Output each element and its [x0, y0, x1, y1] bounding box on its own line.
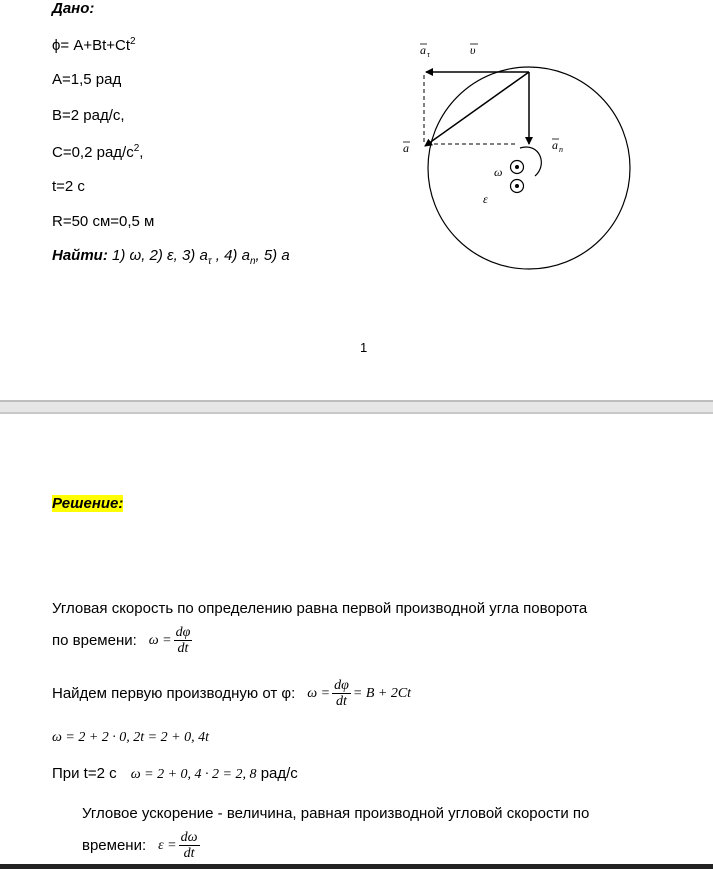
solution-heading: Решение:: [52, 495, 124, 512]
rotation-diagram: [390, 30, 650, 290]
given-B: B=2 рад/с,: [52, 107, 125, 124]
svg-text:n: n: [559, 145, 563, 154]
solution-p1-line2: по времени: ω = $\frac{d\varphi}{dt}$: [52, 625, 191, 656]
a-total-arrow: [425, 72, 529, 146]
label-v: υ: [470, 43, 476, 57]
label-a-n: a: [552, 138, 558, 152]
page-gap-bottom-line: [0, 412, 713, 414]
phi-formula: $\phi= A+Bt+Ct^2$: [52, 36, 136, 54]
page-gap-top-line: [0, 400, 713, 402]
solution-p1-line1: Угловая скорость по определению равна первой производной угла поворота: [52, 600, 588, 617]
solution-p2: Найдем первую производную от φ: ω = $\frac{d\varphi}{dt}$ = B + 2Ct: [52, 678, 412, 709]
rotation-curve: [520, 147, 541, 176]
svg-text:τ: τ: [427, 50, 430, 59]
given-t: t=2 с: [52, 178, 85, 195]
page-number: 1: [360, 340, 368, 355]
label-a-tau: a: [420, 43, 426, 57]
label-omega: ω: [494, 165, 503, 179]
given-C: C=0,2 рад/$с^2$,: [52, 143, 144, 161]
given-A: A=1,5 рад: [52, 71, 122, 88]
label-epsilon: ε: [483, 192, 488, 206]
solution-p5-line2: времени: ε = $\frac{d\omega}{dt}$: [82, 830, 198, 861]
given-R: R=50 см=0,5 м: [52, 213, 155, 230]
given-heading: Дано:: [52, 0, 95, 17]
bottom-bar: [0, 864, 713, 869]
solution-p4: При t=2 с ω = 2 + 0, 4 · 2 = 2, 8 рад/с: [52, 765, 298, 782]
label-a: a: [403, 141, 409, 155]
solution-p3: ω = 2 + 2 · 0, 2t = 2 + 0, 4t: [52, 730, 209, 745]
solution-p5-line1: Угловое ускорение - величина, равная производной угловой скорости по: [82, 805, 590, 822]
find-line: Найти: 1) ω, 2) ε, 3) $a_\tau$ , 4) $a_n$, 5) a: [52, 247, 290, 267]
